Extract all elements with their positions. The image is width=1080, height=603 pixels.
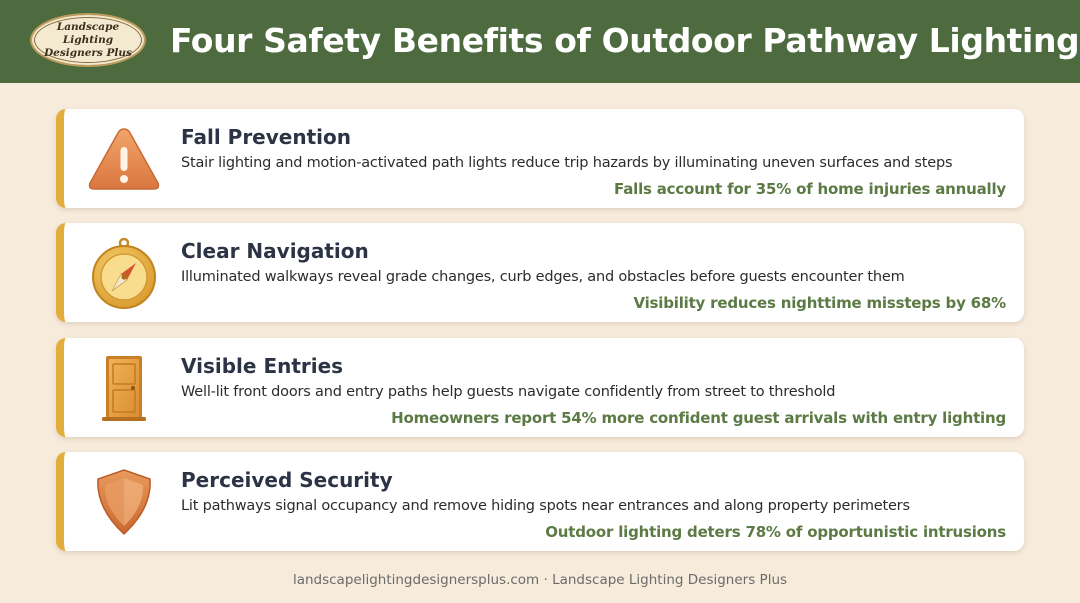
page-title: Four Safety Benefits of Outdoor Pathway Lighting — [170, 21, 1080, 60]
benefit-description: Stair lighting and motion-activated path lights reduce trip hazards by illuminating uneven surfaces and steps — [181, 155, 953, 171]
benefit-title: Visible Entries — [181, 354, 344, 378]
compass-icon — [86, 237, 162, 309]
benefit-description: Well-lit front doors and entry paths help guests navigate confidently from street to threshold — [181, 384, 836, 400]
benefit-title: Perceived Security — [181, 468, 393, 492]
logo-text: Landscape Lighting Designers Plus — [44, 20, 132, 59]
benefit-statistic: Outdoor lighting deters 78% of opportunistic intrusions — [545, 523, 1006, 541]
benefit-card-perceived-security — [56, 452, 1024, 551]
benefit-title: Clear Navigation — [181, 239, 369, 263]
benefit-title: Fall Prevention — [181, 125, 351, 149]
warning-triangle-icon — [86, 123, 162, 195]
benefit-description: Lit pathways signal occupancy and remove hiding spots near entrances and along property perimeters — [181, 498, 910, 514]
benefit-card-fall-prevention — [56, 109, 1024, 208]
benefit-card-clear-navigation — [56, 223, 1024, 322]
company-logo[interactable] — [30, 13, 146, 67]
benefit-card-visible-entries — [56, 338, 1024, 437]
benefit-statistic: Falls account for 35% of home injuries annually — [614, 180, 1006, 198]
benefit-statistic: Homeowners report 54% more confident guest arrivals with entry lighting — [391, 409, 1006, 427]
footer-credit[interactable]: landscapelightingdesignersplus.com · Landscape Lighting Designers Plus — [292, 572, 788, 588]
header-banner — [0, 0, 1080, 83]
benefit-statistic: Visibility reduces nighttime missteps by 68% — [633, 294, 1006, 312]
shield-icon — [86, 466, 162, 538]
benefit-description: Illuminated walkways reveal grade changes, curb edges, and obstacles before guests encounter them — [181, 269, 905, 285]
door-icon — [86, 352, 162, 424]
